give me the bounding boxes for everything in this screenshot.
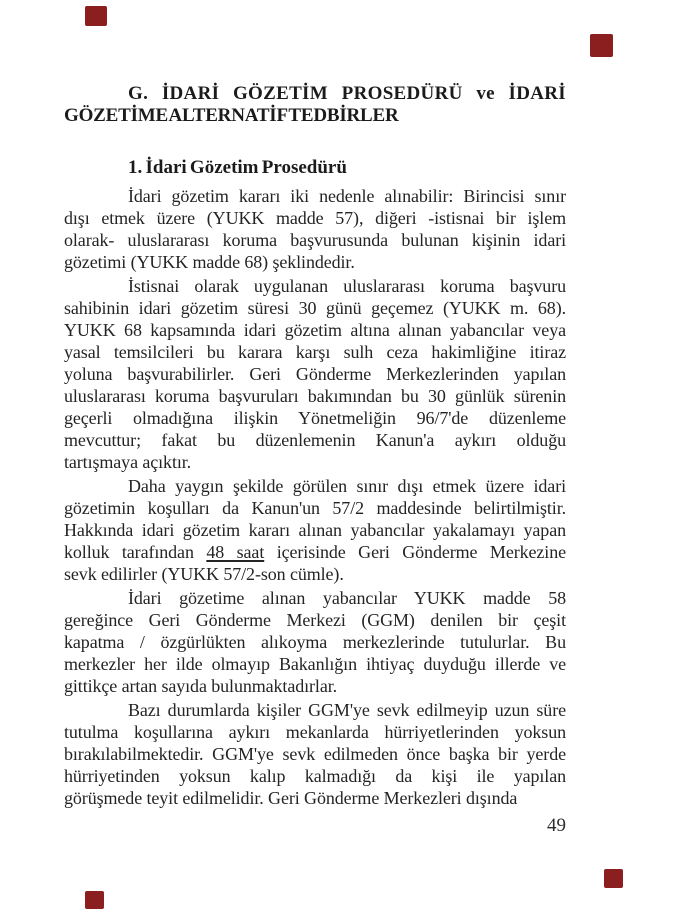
text-line: hürriyetinden yoksun kalıp kalmadığı da kişi ile yapılan — [64, 766, 566, 786]
section-heading-line2: GÖZETİME ALTERNATİF TEDBİRLER — [64, 105, 399, 126]
text-line: Bazı durumlarda kişiler GGM'ye sevk edilmeyip uzun süre — [128, 700, 566, 720]
text-line: mevcuttur; fakat bu düzenlemenin Kanun'a aykırı olduğu — [64, 430, 566, 450]
paragraph — [64, 275, 566, 473]
text-line: gözetimin koşulları da Kanun'un 57/2 maddesinde belirtilmiştir. — [64, 498, 566, 518]
scan-registration-mark-bottom-right — [604, 869, 623, 888]
text-line: İdari gözetim kararı iki nedenle alınabilir: Birincisi sınır — [128, 186, 566, 206]
underlined-phrase: 48 saat — [206, 542, 265, 562]
scan-registration-mark-top-left — [85, 6, 107, 26]
text-line: sevk edilirler (YUKK 57/2-son cümle). — [64, 564, 344, 584]
scan-registration-mark-bottom-left — [85, 891, 104, 909]
text-line: gözetimi (YUKK madde 68) şeklindedir. — [64, 252, 355, 272]
scan-registration-mark-top-right — [590, 34, 613, 57]
text-line: Daha yaygın şekilde görülen sınır dışı etmek üzere idari — [128, 476, 566, 496]
page-number: 49 — [547, 815, 566, 836]
text-line: uluslararası koruma başvuruları bakımından bu 30 günlük sürenin — [64, 386, 566, 406]
text-line: tutulma koşullarına aykırı mekanlarda hürriyetlerinden yoksun — [64, 722, 566, 742]
section-heading-line1: G. İDARİ GÖZETİM PROSEDÜRÜ ve İDARİ — [128, 83, 566, 104]
text-line: sahibinin idari gözetim süresi 30 günü geçemez (YUKK m. 68). — [64, 298, 566, 318]
text-line: Hakkında idari gözetim kararı alınan yabancılar yakalamayı yapan — [64, 520, 566, 540]
text-line: İstisnai olarak uygulanan uluslararası koruma başvuru — [128, 276, 566, 296]
text-line: yoluna başvurabilirler. Geri Gönderme Merkezlerinden yapılan — [64, 364, 566, 384]
subsection-heading: 1. İdari Gözetim Prosedürü — [128, 157, 347, 178]
paragraph — [64, 587, 566, 697]
text-line: İdari gözetime alınan yabancılar YUKK madde 58 — [128, 588, 566, 608]
text-line: dışı etmek üzere (YUKK madde 57), diğeri -istisnai bir işlem — [64, 208, 566, 228]
paragraph — [64, 699, 566, 809]
text-line: yasal temsilcileri bu karara karşı sulh ceza hakimliğine itiraz — [64, 342, 566, 362]
text-line: tartışmaya açıktır. — [64, 452, 192, 472]
text-line: gereğince Geri Gönderme Merkezi (GGM) denilen bir çeşit — [64, 610, 566, 630]
text-line: kolluk tarafından 48 saat içerisinde Geri Gönderme Merkezine — [64, 542, 566, 562]
text-line: geçerli olmadığına ilişkin Yönetmeliğin 96/7'de düzenleme — [64, 408, 566, 428]
paragraph — [64, 185, 566, 273]
body-paragraphs — [64, 185, 566, 811]
text-line: merkezler her ilde olmayıp Bakanlığın ihtiyaç duyduğu illerde ve — [64, 654, 566, 674]
text-line: bırakılabilmektedir. GGM'ye sevk edilmeden önce başka bir yerde — [64, 744, 566, 764]
text-line: gittikçe artan sayıda bulunmaktadırlar. — [64, 676, 338, 696]
paragraph — [64, 475, 566, 585]
text-line: olarak- uluslararası koruma başvurusunda bulunan kişinin idari — [64, 230, 566, 250]
section-heading — [64, 83, 566, 127]
text-line: görüşmede teyit edilmelidir. Geri Gönderme Merkezleri dışında — [64, 788, 518, 808]
text-line: kapatma / özgürlükten alıkoyma merkezlerinde tutulurlar. Bu — [64, 632, 566, 652]
text-line: YUKK 68 kapsamında idari gözetim altına alınan yabancılar veya — [64, 320, 566, 340]
